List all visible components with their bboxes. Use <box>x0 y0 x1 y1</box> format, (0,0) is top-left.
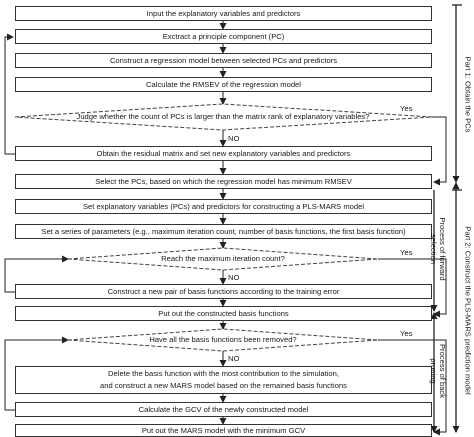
decision-reach-max: Reach the maximum iteration count? <box>161 254 285 263</box>
back-pruning-label <box>429 331 447 411</box>
no-label: NO <box>228 134 240 143</box>
no-label: NO <box>228 354 240 363</box>
step-construct-regression: Construct a regression model between selected PCs and predictors <box>15 53 432 68</box>
no-label: NO <box>228 273 240 282</box>
step-put-out-mars: Put out the MARS model with the minimum GCV <box>15 424 432 437</box>
yes-label: Yes <box>400 104 413 113</box>
yes-label: Yes <box>400 329 413 338</box>
step-select-pcs: Select the PCs, based on which the regression model has minimum RMSEV <box>15 174 432 189</box>
step-put-out-basis: Put out the constructed basis functions <box>15 306 432 321</box>
step-obtain-residual: Obtain the residual matrix and set new explanatory variables and predictors <box>15 146 432 161</box>
decision-all-removed: Have all the basis functions been removed? <box>149 335 297 344</box>
step-input: Input the explanatory variables and predictors <box>15 6 432 21</box>
step-calc-rmsev: Calculate the RMSEV of the regression model <box>15 77 432 92</box>
part2-label: Part 2: Construct the PLS-MARS prediction model <box>463 226 473 395</box>
backward-line1: Process of back <box>438 343 447 399</box>
delete-basis-line2: and construct a new MARS model based on the remained basis functions <box>100 381 347 390</box>
step-calc-gcv: Calculate the GCV of the newly constructed model <box>15 402 432 417</box>
backward-line2: pruning <box>429 358 438 384</box>
yes-label: Yes <box>400 248 413 257</box>
delete-basis-line1: Delete the basis function with the most contribution to the simulation, <box>108 369 339 378</box>
forward-line2: selection <box>429 234 438 264</box>
step-extract-pc: Exctract a principle component (PC) <box>15 29 432 44</box>
step-set-parameters: Set a series of parameters (e.g., maximum iteration count, number of basis functions, the first basis function) <box>15 224 432 239</box>
step-construct-basis: Construct a new pair of basis functions according to the training error <box>15 284 432 299</box>
part1-label: Part 1: Obtain the PCs <box>463 56 473 133</box>
forward-selection-label <box>429 209 447 289</box>
step-set-explanatory: Set explanatory variables (PCs) and predictors for constructing a PLS-MARS model <box>15 199 432 214</box>
decision-judge-pcs: Judge whether the count of PCs is larger than the matrix rank of explanatory variables? <box>76 112 370 121</box>
step-delete-basis <box>15 366 432 394</box>
forward-line1: Process of forward <box>438 217 447 281</box>
